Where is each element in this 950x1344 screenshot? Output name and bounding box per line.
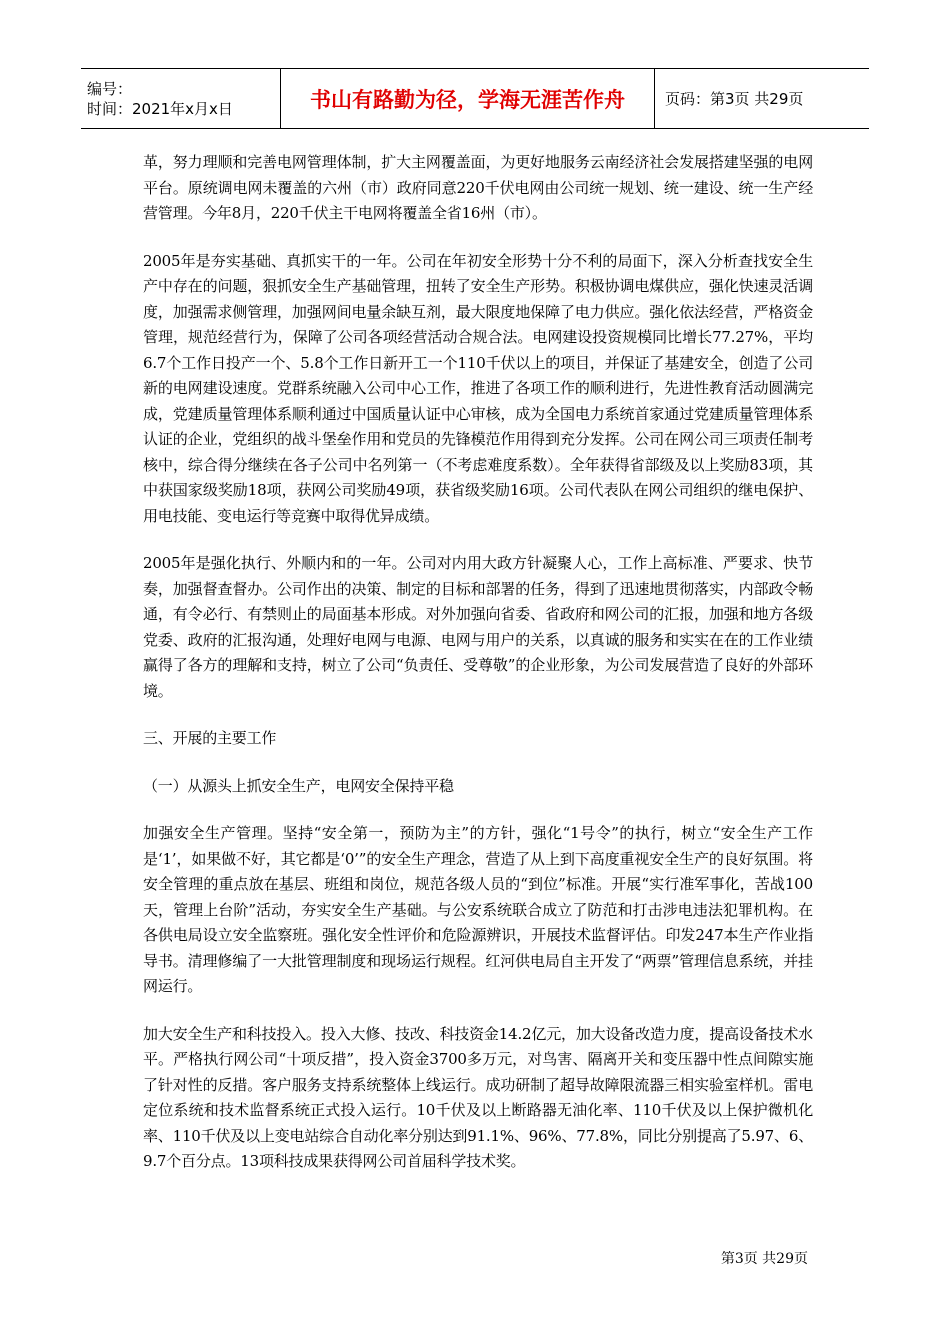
header-meta <box>81 69 281 128</box>
document-body <box>143 150 813 1197</box>
paragraph-5: 加大安全生产和科技投入。投入大修、技改、科技资金14.2亿元，加大设备改造力度，提高设备技术水平。严格执行网公司“十项反措”，投入资金3700多万元，对鸟害、隔离开关和变压器中性点间隙实施了针对性的反措。客户服务支持系统整体上线运行。成功研制了超导故障限流器三相实验室样机。雷电定位系统和技术监督系统正式投入运行。10千伏及以上断路器无油化率、110千伏及以上保护微机化率、110千伏及以上变电站综合自动化率分别达到91.1%、96%、77.8%，同比分别提高了5.97、6、9.7个百分点。13项科技成果获得网公司首届科学技术奖。 <box>143 1024 813 1170</box>
doc-number-label: 编号： <box>87 79 133 98</box>
header-page-info: 页码：第3页 共29页 <box>665 90 804 108</box>
paragraph-1: 革，努力理顺和完善电网管理体制，扩大主网覆盖面，为更好地服务云南经济社会发展搭建坚强的电网平台。原统调电网未覆盖的六州（市）政府同意220千伏电网由公司统一规划、统一建设、统一生产经营管理。今年8月，220千伏主干电网将覆盖全省16州（市）。 <box>143 153 813 222</box>
page-header <box>81 68 869 129</box>
paragraph-2: 2005年是夯实基础、真抓实干的一年。公司在年初安全形势十分不利的局面下，深入分析查找安全生产中存在的问题，狠抓安全生产基础管理，扭转了安全生产形势。积极协调电煤供应，强化快速灵活调度，加强需求侧管理，加强网间电量余缺互剂，最大限度地保障了电力供应。强化依法经营，严格资金管理，规范经营行为，保障了公司各项经营活动合规合法。电网建设投资规模同比增长77.27%，平均6.7个工作日投产一个、5.8个工作日新开工一个110千伏以上的项目，并保证了基建安全，创造了公司新的电网建设速度。党群系统融入公司中心工作，推进了各项工作的顺利进行，先进性教育活动圆满完成，党建质量管理体系顺利通过中国质量认证中心审核，成为全国电力系统首家通过党建质量管理体系认证的企业，党组织的战斗堡垒作用和党员的先锋模范作用得到充分发挥。公司在网公司三项责任制考核中，综合得分继续在各子公司中名列第一（不考虑难度系数）。全年获得省部级及以上奖励83项，其中获国家级奖励18项，获网公司奖励49项，获省级奖励16项。公司代表队在网公司组织的继电保护、用电技能、变电运行等竞赛中取得优异成绩。 <box>143 251 813 525</box>
header-motto <box>281 69 655 128</box>
date-label: 时间：2021年x月x日 <box>87 99 233 118</box>
section-title: 三、开展的主要工作 <box>143 729 277 747</box>
paragraph-3: 2005年是强化执行、外顺内和的一年。公司对内用大政方针凝聚人心，工作上高标准、严要求、快节奏，加强督查督办。公司作出的决策、制定的目标和部署的任务，得到了迅速地贯彻落实，内部政令畅通，有令必行、有禁则止的局面基本形成。对外加强向省委、省政府和网公司的汇报，加强和地方各级党委、政府的汇报沟通，处理好电网与电源、电网与用户的关系，以真诚的服务和实实在在的工作业绩赢得了各方的理解和支持，树立了公司“负责任、受尊敬”的企业形象，为公司发展营造了良好的外部环境。 <box>143 554 813 700</box>
paragraph-4: 加强安全生产管理。坚持“安全第一，预防为主”的方针，强化“1号令”的执行，树立“安全生产工作是‘1’，如果做不好，其它都是‘0’”的安全生产理念，营造了从上到下高度重视安全生产的良好氛围。将安全管理的重点放在基层、班组和岗位，规范各级人员的“到位”标准。开展“实行准军事化，苦战100天，管理上台阶”活动，夯实安全生产基础。与公安系统联合成立了防范和打击涉电违法犯罪机构。在各供电局设立安全监察班。强化安全性评价和危险源辨识，开展技术监督评估。印发247本生产作业指导书。清理修编了一大批管理制度和现场运行规程。红河供电局自主开发了“两票”管理信息系统，并挂网运行。 <box>143 824 813 995</box>
subsection-title: （一）从源头上抓安全生产，电网安全保持平稳 <box>143 776 454 795</box>
page-footer: 第3页 共29页 <box>720 1251 808 1267</box>
motto-text: 书山有路勤为径，学海无涯苦作舟 <box>310 87 625 112</box>
